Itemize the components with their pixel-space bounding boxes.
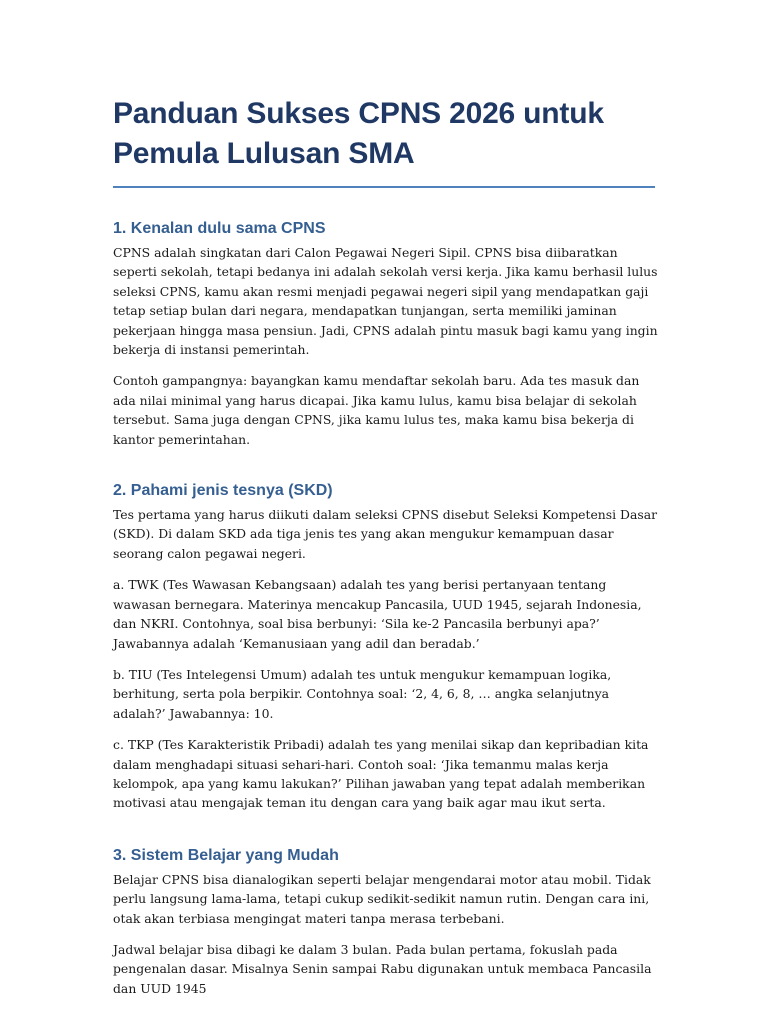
section-heading: 3. Sistem Belajar yang Mudah xyxy=(113,846,339,864)
section-heading: 2. Pahami jenis tesnya (SKD) xyxy=(113,482,333,500)
section-jenis-tes-skd xyxy=(113,480,658,813)
section-heading: 1. Kenalan dulu sama CPNS xyxy=(113,220,326,237)
title-underline xyxy=(113,186,655,188)
paragraph-tiu: b. TIU (Tes Intelegensi Umum) adalah tes untuk mengukur kemampuan logika, berhitung, serta pola berpikir. Contohnya soal: ‘2, 4, 6, 8, … angka selanjutnya adalah?’ Jawabannya: 10. xyxy=(113,666,612,721)
paragraph: CPNS adalah singkatan dari Calon Pegawai Negeri Sipil. CPNS bisa diibaratkan seperti sekolah, tetapi bedanya ini adalah sekolah versi kerja. Jika kamu berhasil lulus seleksi CPNS, kamu akan resmi menjadi pegawai negeri sipil yang mendapatkan gaji tetap setiap bulan dari negara, mendapatkan tunjangan, serta memiliki jaminan pekerjaan hingga masa pensiun. Jadi, CPNS adalah pintu masuk bagi kamu yang ingin bekerja di instansi pemerintah. xyxy=(113,245,658,358)
paragraph-tkp: c. TKP (Tes Karakteristik Pribadi) adalah tes yang menilai sikap dan kepribadian kita dalam menghadapi situasi sehari-hari. Contoh soal: ‘Jika temanmu malas kerja kelompok, apa yang kamu lakukan?’ Pilihan jawaban yang tepat adalah memberikan motivasi atau mengajak teman itu dengan cara yang baik agar mau ikut serta. xyxy=(113,737,649,811)
section-sistem-belajar xyxy=(113,845,655,998)
paragraph: Tes pertama yang harus diikuti dalam seleksi CPNS disebut Seleksi Kompetensi Dasar (SKD). Di dalam SKD ada tiga jenis tes yang akan mengukur kemampuan dasar seorang calon pegawai negeri. xyxy=(113,507,658,561)
paragraph: Contoh gampangnya: bayangkan kamu mendaftar sekolah baru. Ada tes masuk dan ada nilai minimal yang harus dicapai. Jika kamu lulus, kamu bisa belajar di sekolah tersebut. Sama juga dengan CPNS, jika kamu lulus tes, maka kamu bisa bekerja di kantor pemerintahan. xyxy=(113,373,640,447)
paragraph: Jadwal belajar bisa dibagi ke dalam 3 bulan. Pada bulan pertama, fokuslah pada pengenalan dasar. Misalnya Senin sampai Rabu digunakan untuk membaca Pancasila dan UUD 1945 xyxy=(113,941,652,996)
paragraph-twk: a. TWK (Tes Wawasan Kebangsaan) adalah tes yang berisi pertanyaan tentang wawasan bernegara. Materinya mencakup Pancasila, UUD 1945, sejarah Indonesia, dan NKRI. Contohnya, soal bisa berbunyi: ‘Sila ke-2 Pancasila berbunyi apa?’ Jawabannya adalah ‘Kemanusiaan yang adil dan beradab.’ xyxy=(113,577,642,651)
section-kenalan-cpns xyxy=(113,218,658,449)
document-title: Panduan Sukses CPNS 2026 untuk Pemula Lulusan SMA xyxy=(113,97,604,170)
paragraph: Belajar CPNS bisa dianalogikan seperti belajar mengendarai motor atau mobil. Tidak perlu langsung lama-lama, tetapi cukup sedikit-sedikit namun rutin. Dengan cara ini, otak akan terbiasa mengingat materi tanpa merasa terbebani. xyxy=(113,871,651,926)
